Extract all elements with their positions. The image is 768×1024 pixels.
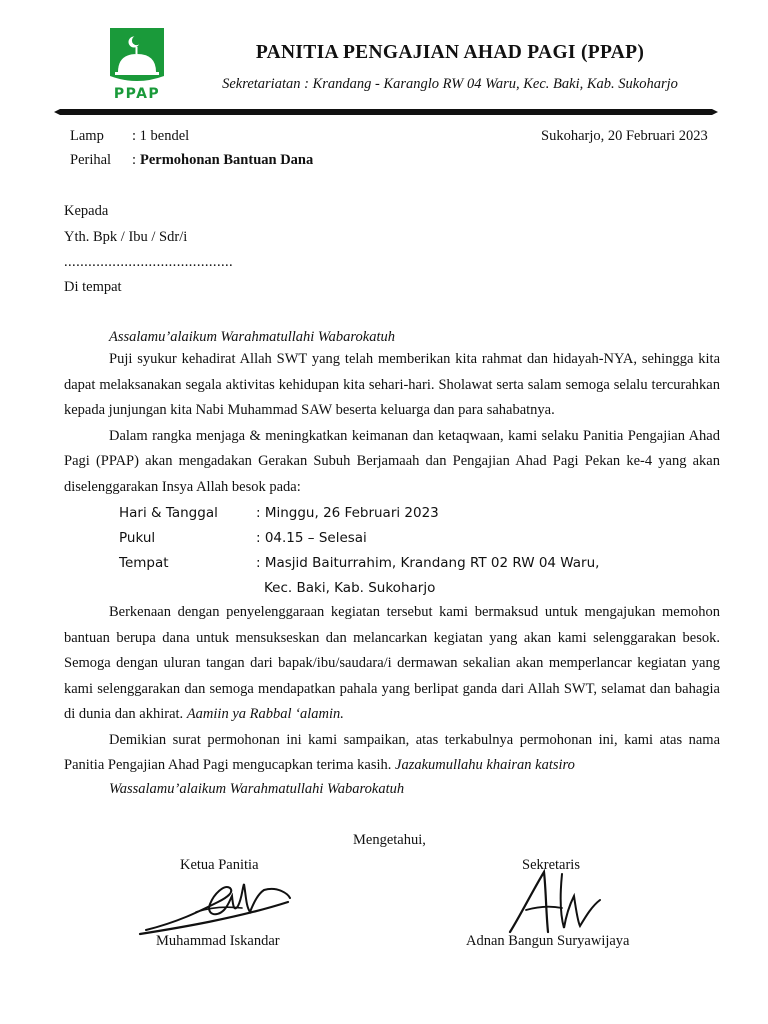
paragraph-3: [64, 600, 720, 728]
perihal-label: Perihal: [70, 152, 112, 168]
paragraph-4: [64, 728, 720, 779]
closing: Wassalamu’alaikum Warahmatullahi Wabarokatuh: [109, 781, 405, 797]
body-block-2: [64, 600, 720, 779]
right-role: Sekretaris: [522, 857, 580, 873]
recipient-line-1: Kepada: [64, 203, 109, 219]
paragraph-3-text: Berkenaan dengan penyelenggaraan kegiatan tersebut kami bermaksud untuk mengajukan memohon bantuan berupa dana untuk mensukseskan dan melancarkan kegiatan yang akan kami selenggarakan besok. Semoga dengan uluran tangan dari bapak/ibu/saudara/i dermawan sekalian akan memperlancar kegiatan yang kami selenggarakan dan semoga mendapatkan pahala yang berlipat ganda dari Allah SWT, selamat dan bahagia di dunia dan akhirat.: [64, 604, 720, 722]
paragraph-3-italic: Aamiin ya Rabbal ‘alamin.: [186, 706, 344, 722]
perihal-colon: :: [132, 152, 137, 168]
event-place-value-2: Kec. Baki, Kab. Sukoharjo: [264, 580, 436, 596]
paragraph-1: Puji syukur kehadirat Allah SWT yang telah memberikan kita rahmat dan hidayah-NYA, sehingga kita dapat melaksanakan segala aktivitas kehidupan kita sehari-hari. Sholawat serta salam semoga selalu tercurahkan kepada junjungan kita Nabi Muhammad SAW beserta keluarga dan para sahabatnya.: [64, 351, 720, 418]
event-time-label: Pukul: [119, 530, 156, 546]
left-signer-name: Muhammad Iskandar: [156, 933, 280, 949]
event-day-value: : Minggu, 26 Februari 2023: [256, 505, 439, 521]
left-role: Ketua Panitia: [180, 857, 259, 873]
lamp-value: : 1 bendel: [132, 128, 190, 144]
event-time-value: : 04.15 – Selesai: [256, 530, 367, 546]
right-signer-name: Adnan Bangun Suryawijaya: [466, 933, 630, 949]
ppap-logo: [106, 26, 168, 104]
organization-address: Sekretariatan : Krandang - Karanglo RW 04 Waru, Kec. Baki, Kab. Sukoharjo: [222, 76, 678, 92]
logo-text: PPAP: [113, 86, 161, 102]
recipient-line-3: ..........................................: [64, 254, 234, 270]
right-signature: [500, 866, 610, 942]
event-place-label: Tempat: [119, 555, 169, 571]
event-day-label: Hari & Tanggal: [119, 505, 218, 521]
paragraph-4-italic: Jazakumullahu khairan katsiro: [395, 757, 575, 773]
body-block-1: [64, 347, 720, 500]
paragraph-4-text: Demikian surat permohonan ini kami sampaikan, atas terkabulnya permohonan ini, kami atas nama Panitia Pengajian Ahad Pagi mengucapkan terima kasih.: [64, 731, 720, 773]
recipient-line-2: Yth. Bpk / Ibu / Sdr/i: [64, 229, 188, 245]
perihal-value: Permohonan Bantuan Dana: [140, 152, 314, 168]
letter-date: Sukoharjo, 20 Februari 2023: [541, 128, 708, 144]
greeting: Assalamu’alaikum Warahmatullahi Wabarokatuh: [109, 329, 395, 345]
recipient-line-4: Di tempat: [64, 279, 122, 295]
lamp-label: Lamp: [70, 128, 104, 144]
event-place-value: : Masjid Baiturrahim, Krandang RT 02 RW 04 Waru,: [256, 555, 600, 571]
acknowledge-label: Mengetahui,: [353, 832, 426, 848]
paragraph-2: Dalam rangka menjaga & meningkatkan keimanan dan ketaqwaan, kami selaku Panitia Pengajian Ahad Pagi (PPAP) akan mengadakan Gerakan Subuh Berjamaah dan Pengajian Ahad Pagi Pekan ke-4 yang akan diselenggarakan Insya Allah besok pada:: [64, 427, 720, 495]
header-divider: [54, 107, 718, 117]
organization-name: PANITIA PENGAJIAN AHAD PAGI (PPAP): [255, 42, 645, 63]
